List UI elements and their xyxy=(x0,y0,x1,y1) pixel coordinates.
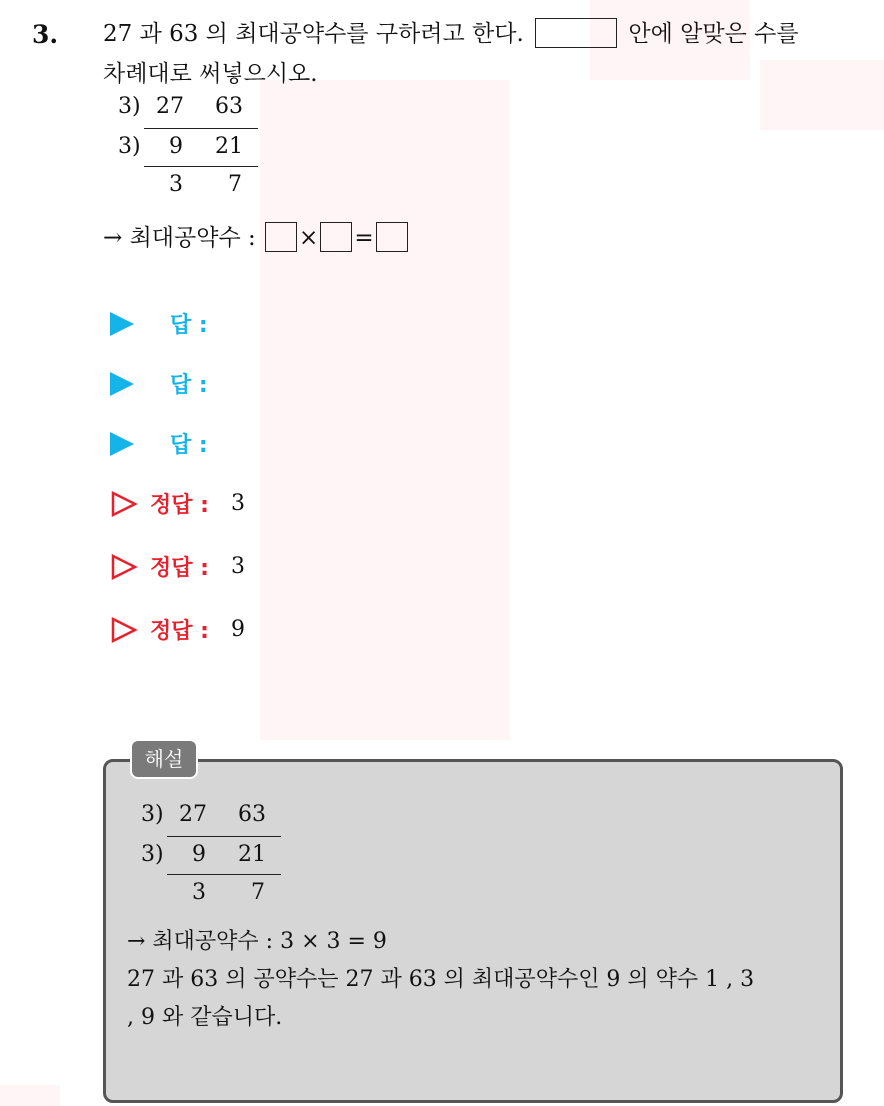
question-text-part2: 안에 알맞은 수를 xyxy=(628,21,799,47)
dividend-a-1: 27 xyxy=(179,802,207,827)
times-sign: × xyxy=(299,225,319,251)
quotient-a-1: 9 xyxy=(192,842,206,867)
answer-label: 답 : xyxy=(170,313,208,338)
outline-triangle-icon xyxy=(110,553,138,581)
solution-label: 정답 : xyxy=(150,556,209,581)
quotient-b-2: 7 xyxy=(228,172,242,197)
quotient-a-1: 9 xyxy=(169,134,183,159)
division-rule xyxy=(144,128,258,129)
question-text-part1: 27 과 63 의 최대공약수를 구하려고 한다. xyxy=(103,21,524,47)
outline-triangle-icon xyxy=(110,616,138,644)
divisor-2: 3) xyxy=(118,134,141,159)
explanation-tag: 해설 xyxy=(130,739,198,779)
quotient-a-2: 3 xyxy=(192,880,206,905)
divisor-1: 3) xyxy=(141,802,164,827)
answer-box-2 xyxy=(320,222,352,252)
quotient-b-2: 7 xyxy=(251,880,265,905)
solution-label: 정답 : xyxy=(150,619,209,644)
division-rule xyxy=(144,166,258,167)
solution-1 xyxy=(110,488,245,519)
blank-box-icon xyxy=(535,18,617,48)
quotient-b-1: 21 xyxy=(238,842,266,867)
solution-label: 정답 : xyxy=(150,493,209,518)
play-arrow-icon xyxy=(110,432,134,456)
explanation-gcd-line: → 최대공약수 : 3 × 3 = 9 xyxy=(127,929,387,954)
answer-label: 답 : xyxy=(170,433,208,458)
division-ladder xyxy=(118,94,278,204)
question-text-line2: 차례대로 써넣으시오. xyxy=(103,61,318,87)
explanation-line3: , 9 와 같습니다. xyxy=(127,1005,283,1030)
answer-prompt-3 xyxy=(110,428,208,459)
solution-value: 3 xyxy=(230,491,245,516)
explanation-division-ladder xyxy=(141,802,301,912)
play-arrow-icon xyxy=(110,312,134,336)
dividend-b-1: 63 xyxy=(238,802,266,827)
explanation-line2: 27 과 63 의 공약수는 27 과 63 의 최대공약수인 9 의 약수 1 , 3 xyxy=(127,967,755,992)
divisor-2: 3) xyxy=(141,842,164,867)
answer-label: 답 : xyxy=(170,373,208,398)
question-number: 3. xyxy=(32,20,59,49)
divisor-1: 3) xyxy=(118,94,141,119)
outline-triangle-icon xyxy=(110,490,138,518)
solution-value: 3 xyxy=(230,554,245,579)
division-rule xyxy=(167,874,281,875)
solution-2 xyxy=(110,551,245,582)
gcd-prefix: → 최대공약수 : xyxy=(103,225,256,251)
background-tint xyxy=(0,1085,60,1106)
gcd-expression xyxy=(103,222,410,256)
solution-3 xyxy=(110,614,245,645)
solution-value: 9 xyxy=(230,617,245,642)
quotient-a-2: 3 xyxy=(169,172,183,197)
answer-prompt-1 xyxy=(110,308,208,339)
background-tint xyxy=(260,80,510,740)
answer-box-1 xyxy=(265,222,297,252)
equals-sign: = xyxy=(354,225,374,251)
dividend-b-1: 63 xyxy=(215,94,243,119)
division-rule xyxy=(167,836,281,837)
question-text-line1 xyxy=(103,18,799,52)
background-tint xyxy=(760,60,884,130)
answer-prompt-2 xyxy=(110,368,208,399)
answer-box-3 xyxy=(376,222,408,252)
dividend-a-1: 27 xyxy=(156,94,184,119)
quotient-b-1: 21 xyxy=(215,134,243,159)
play-arrow-icon xyxy=(110,372,134,396)
